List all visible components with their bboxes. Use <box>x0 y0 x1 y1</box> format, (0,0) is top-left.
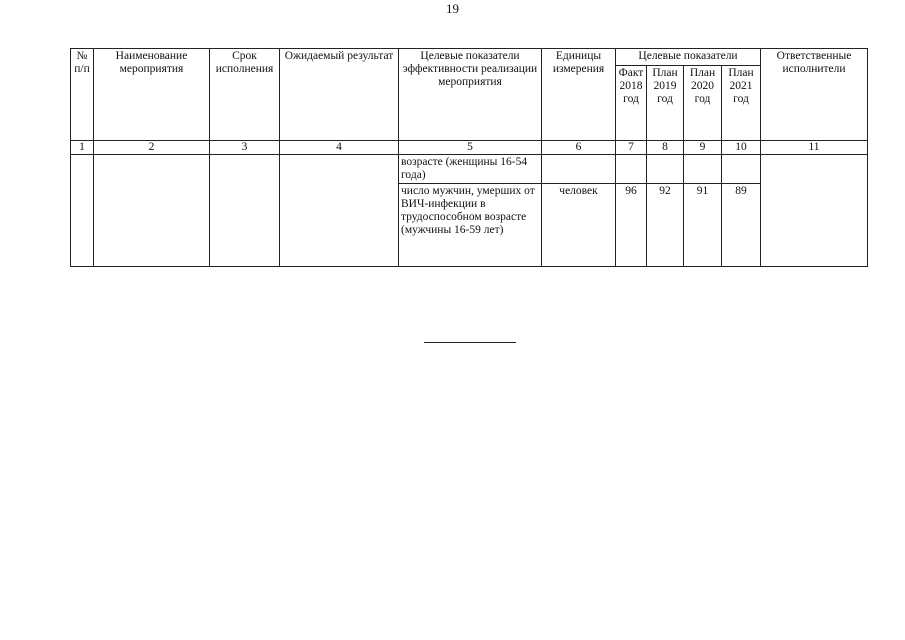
cell-indicator: число мужчин, умерших от ВИЧ-инфекции в трудоспособном возрасте (мужчины 16-59 лет) <box>399 184 542 267</box>
cell-responsible <box>761 155 868 267</box>
cell-unit <box>542 155 616 184</box>
table-row <box>71 155 868 184</box>
column-number: 9 <box>684 141 722 155</box>
header-fact-2018: Факт 2018 год <box>616 66 647 141</box>
cell-term <box>210 155 280 267</box>
cell-plan-2020 <box>684 155 722 184</box>
cell-num <box>71 155 94 267</box>
header-plan-2019: План 2019 год <box>647 66 684 141</box>
header-units: Единицы измерения <box>542 49 616 141</box>
cell-plan-2019 <box>647 155 684 184</box>
end-divider-line <box>424 342 516 343</box>
cell-fact-2018: 96 <box>616 184 647 267</box>
column-number: 3 <box>210 141 280 155</box>
cell-unit: человек <box>542 184 616 267</box>
cell-plan-2020: 91 <box>684 184 722 267</box>
cell-indicator: возрасте (женщины 16-54 года) <box>399 155 542 184</box>
header-target-group: Целевые показатели <box>616 49 761 66</box>
header-row <box>71 49 868 66</box>
header-plan-2021: План 2021 год <box>722 66 761 141</box>
column-number: 5 <box>399 141 542 155</box>
header-num: № п/п <box>71 49 94 141</box>
column-number: 4 <box>280 141 399 155</box>
column-number: 11 <box>761 141 868 155</box>
header-plan-2020: План 2020 год <box>684 66 722 141</box>
column-number: 6 <box>542 141 616 155</box>
cell-name <box>94 155 210 267</box>
cell-plan-2021 <box>722 155 761 184</box>
header-responsible: Ответственные исполнители <box>761 49 868 141</box>
cell-plan-2019: 92 <box>647 184 684 267</box>
header-result: Ожидаемый результат <box>280 49 399 141</box>
header-name: Наименование мероприятия <box>94 49 210 141</box>
column-number: 2 <box>94 141 210 155</box>
column-number: 1 <box>71 141 94 155</box>
cell-fact-2018 <box>616 155 647 184</box>
column-number: 10 <box>722 141 761 155</box>
cell-result <box>280 155 399 267</box>
page-number: 19 <box>446 1 459 16</box>
column-number-row <box>71 141 868 155</box>
cell-plan-2021: 89 <box>722 184 761 267</box>
header-indicators: Целевые показатели эффективности реализации мероприятия <box>399 49 542 141</box>
header-term: Срок исполнения <box>210 49 280 141</box>
column-number: 7 <box>616 141 647 155</box>
column-number: 8 <box>647 141 684 155</box>
targets-table <box>70 48 868 267</box>
